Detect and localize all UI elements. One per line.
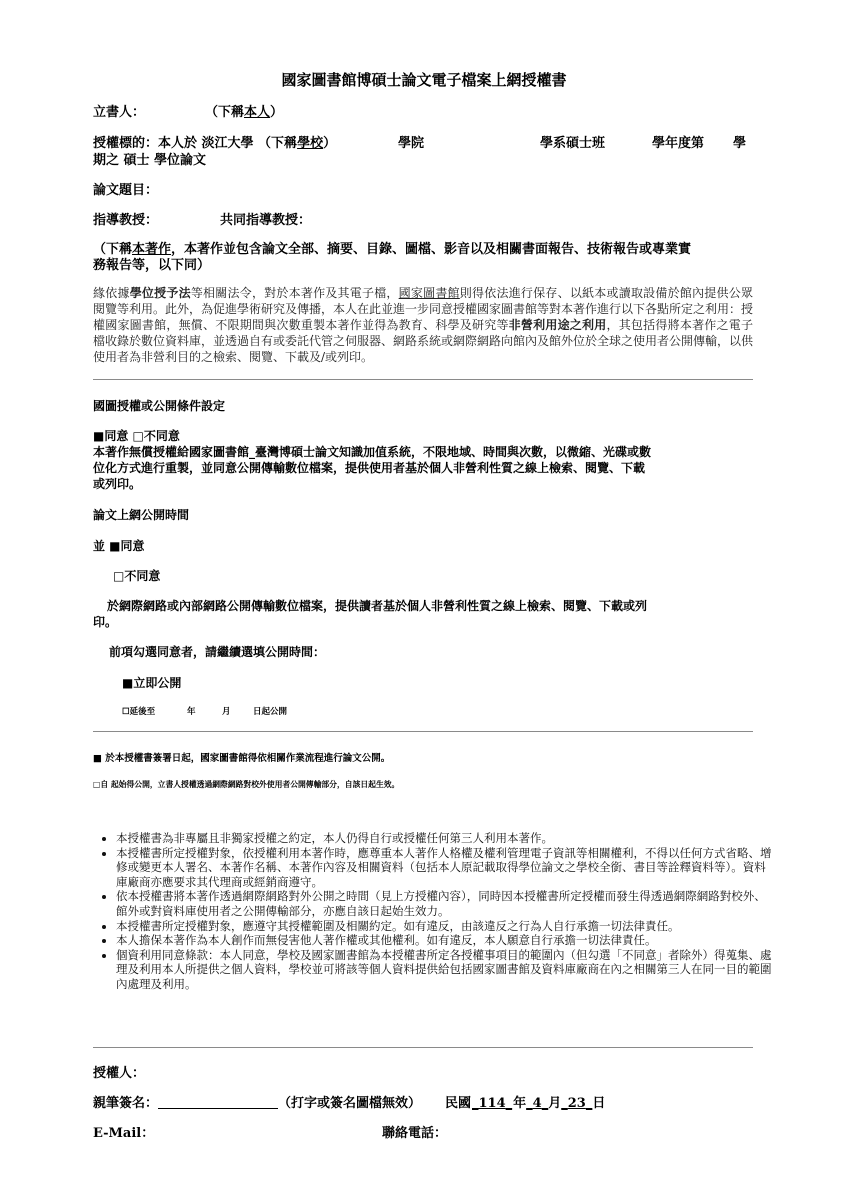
signature-date — [445, 1092, 605, 1111]
divider — [93, 379, 753, 380]
alias-underlined: 本人 — [244, 105, 271, 120]
para-law-name: 學位授予法 — [129, 286, 191, 300]
para-part-4: ，其包括得將本著作之電子檔收錄於數位資料庫，並透過自有或委託代管之伺服器、網路系統或網際網路向館內及館外位於全球之使用者公開傳輸，以供使用者為非營利目的之檢索、閱覽、下載及/或列印。 — [93, 318, 754, 364]
work-def-underlined: 本著作 — [132, 242, 172, 257]
divider — [93, 1047, 753, 1048]
ncl-agree-options[interactable]: ■同意 □不同意 — [93, 429, 180, 443]
advisor-label: 指導教授： — [93, 213, 159, 228]
delay-day-label: 日起公開 — [253, 707, 288, 717]
phone-label: 聯絡電話： — [382, 1126, 448, 1141]
ncl-settings-heading: 國圖授權或公開條件設定 — [93, 399, 226, 413]
subject-line-2: 期之 碩士 學位論文 — [93, 153, 207, 168]
list-item: • 本授權書為非專屬且非獨家授權之約定，本人仍得自行或授權任何第三人利用本著作。 — [116, 831, 774, 846]
signature-field[interactable] — [158, 1095, 278, 1109]
delayed-release-checkbox[interactable]: ☐延後至 — [122, 707, 156, 717]
delay-month-label: 月 — [222, 707, 231, 717]
immediate-release-checkbox[interactable]: ■立即公開 — [122, 676, 182, 690]
para-part-1: 緣依據 — [93, 286, 130, 300]
online-disagree-checkbox[interactable]: □不同意 — [113, 569, 161, 583]
online-desc-line-1: 於網際網路或內部網路公開傳輸數位檔案，提供讀者基於個人非營利性質之線上檢索、閱覽、下載或列 — [107, 599, 648, 613]
sign-note: （打字或簽名圖檔無效） — [278, 1096, 422, 1111]
ncl-body-line-1: 本著作無償授權給國家圖書館_臺灣博碩士論文知識加值系統，不限地域、時間與次數，以微縮、光碟或數 — [93, 445, 652, 459]
coadvisor-label: 共同指導教授： — [220, 213, 312, 228]
signature-line — [93, 1092, 421, 1111]
school-release-note[interactable]: □自 起始得公開，立書人授權透過網際網路對校外使用者公開傳輸部分，自該日起生效。 — [93, 780, 400, 789]
day-char: 日 — [592, 1096, 606, 1111]
delay-year-label: 年 — [187, 707, 196, 717]
document-title: 國家圖書館博碩士論文電子檔案上網授權書 — [281, 71, 567, 89]
online-agree-checkbox[interactable]: 並 ■同意 — [93, 539, 145, 553]
year-char: 年 — [513, 1096, 527, 1111]
alias-suffix: ） — [270, 105, 284, 120]
sign-label: 親筆簽名： — [93, 1096, 159, 1111]
alias-prefix: （下稱 — [205, 105, 245, 120]
date-prefix: 民國 — [445, 1096, 472, 1111]
work-definition-line-2: 務報告等，以下同） — [93, 258, 211, 273]
date-month[interactable]: _4_ — [526, 1096, 549, 1111]
list-item: • 本授權書所定授權對象，應遵守其授權範圍及相關約定。如有違反，由該違反之行為人自行承擔一切法律責任。 — [116, 919, 774, 934]
date-day[interactable]: _23_ — [561, 1096, 593, 1111]
select-time-prompt: 前項勾選同意者，請繼續選填公開時間： — [109, 645, 326, 659]
flow-note: ■ 於本授權書簽署日起，國家圖書館得依相關作業流程進行論文公開。 — [93, 753, 391, 764]
ncl-body-line-3: 或列印。 — [93, 477, 142, 491]
subject-school-alias: 學校 — [297, 136, 324, 151]
para-part-3: 則得依法進行保存、以紙本或讀取設備於館內提供公眾閱覽等利用。此外，為促進學術研究及傳播，本人在此並進一步同意授權國家圖書館等對本著作進行以下各點所定之利用：授權國家圖書館，無償、不限期間與次數重製本著作並得為教育、科學及研究等 — [93, 286, 754, 332]
para-ncl-name: 國家圖書館 — [398, 286, 460, 300]
subject-year: 學年度第 — [652, 136, 705, 151]
para-nonprofit-use: 非營利用途之利用 — [508, 318, 607, 332]
list-item: • 本人擔保本著作為本人創作而無侵害他人著作權或其他權利。如有違反，本人願意自行承擔一切法律責任。 — [116, 933, 774, 948]
email-label: E-Mail： — [93, 1126, 155, 1141]
list-item: • 依本授權書將本著作透過網際網路對外公開之時間（見上方授權內容），同時因本授權書所定授權而發生得透過網際網路對校外、館外或對資料庫使用者之公開傳輸部分，亦應自該日起始生效力。 — [116, 889, 774, 918]
date-year[interactable]: _114_ — [472, 1096, 513, 1111]
terms-list — [96, 831, 774, 992]
subject-dept: 學系碩士班 — [540, 136, 606, 151]
ncl-body-line-2: 位化方式進行重製，並同意公開傳輸數位檔案，提供使用者基於個人非營利性質之線上檢索、閱覽、下載 — [93, 461, 646, 475]
thesis-title-label: 論文題目： — [93, 183, 159, 198]
list-item: • 個資利用同意條款：本人同意，學校及國家圖書館為本授權書所定各授權事項目的範圍內（但勾選「不同意」者除外）得蒐集、處理及利用本人所提供之個人資料，學校並可將該等個人資料提供給包括國家圖書館及資料庫廠商在內之相關第三人在同一目的範圍內處理及利用。 — [116, 948, 774, 992]
month-char: 月 — [548, 1096, 562, 1111]
grantor-alias — [205, 101, 283, 120]
list-item: • 本授權書所定授權對象，依授權利用本著作時，應尊重本人著作人格權及權利管理電子資訊等相關權利，不得以任何方式省略、增修或變更本人署名、本著作名稱、本著作內容及相關資料（包括本人原記載取得學位論文之學校全銜、書目等詮釋資料等）。資料庫廠商亦應要求其代理商或經銷商遵守。 — [116, 846, 774, 890]
subject-college: 學院 — [398, 136, 425, 151]
online-desc-line-2: 印。 — [93, 615, 118, 629]
subject-semester: 學 — [733, 136, 747, 151]
authorizer-label: 授權人： — [93, 1066, 146, 1081]
grantor-label: 立書人： — [93, 105, 146, 120]
work-def-prefix: （下稱 — [93, 242, 133, 257]
subject-school: 授權標的：本人於 淡江大學 （下稱 — [93, 136, 298, 151]
authorization-paragraph — [93, 285, 753, 365]
divider — [93, 731, 753, 732]
para-part-2: 等相關法令，對於本著作及其電子檔， — [190, 286, 399, 300]
online-heading: 論文上網公開時間 — [93, 508, 190, 522]
work-def-rest: ，本著作並包含論文全部、摘要、目錄、圖檔、影音以及相關書面報告、技術報告或專業實 — [171, 242, 692, 257]
subject-school-close: ） — [323, 136, 337, 151]
